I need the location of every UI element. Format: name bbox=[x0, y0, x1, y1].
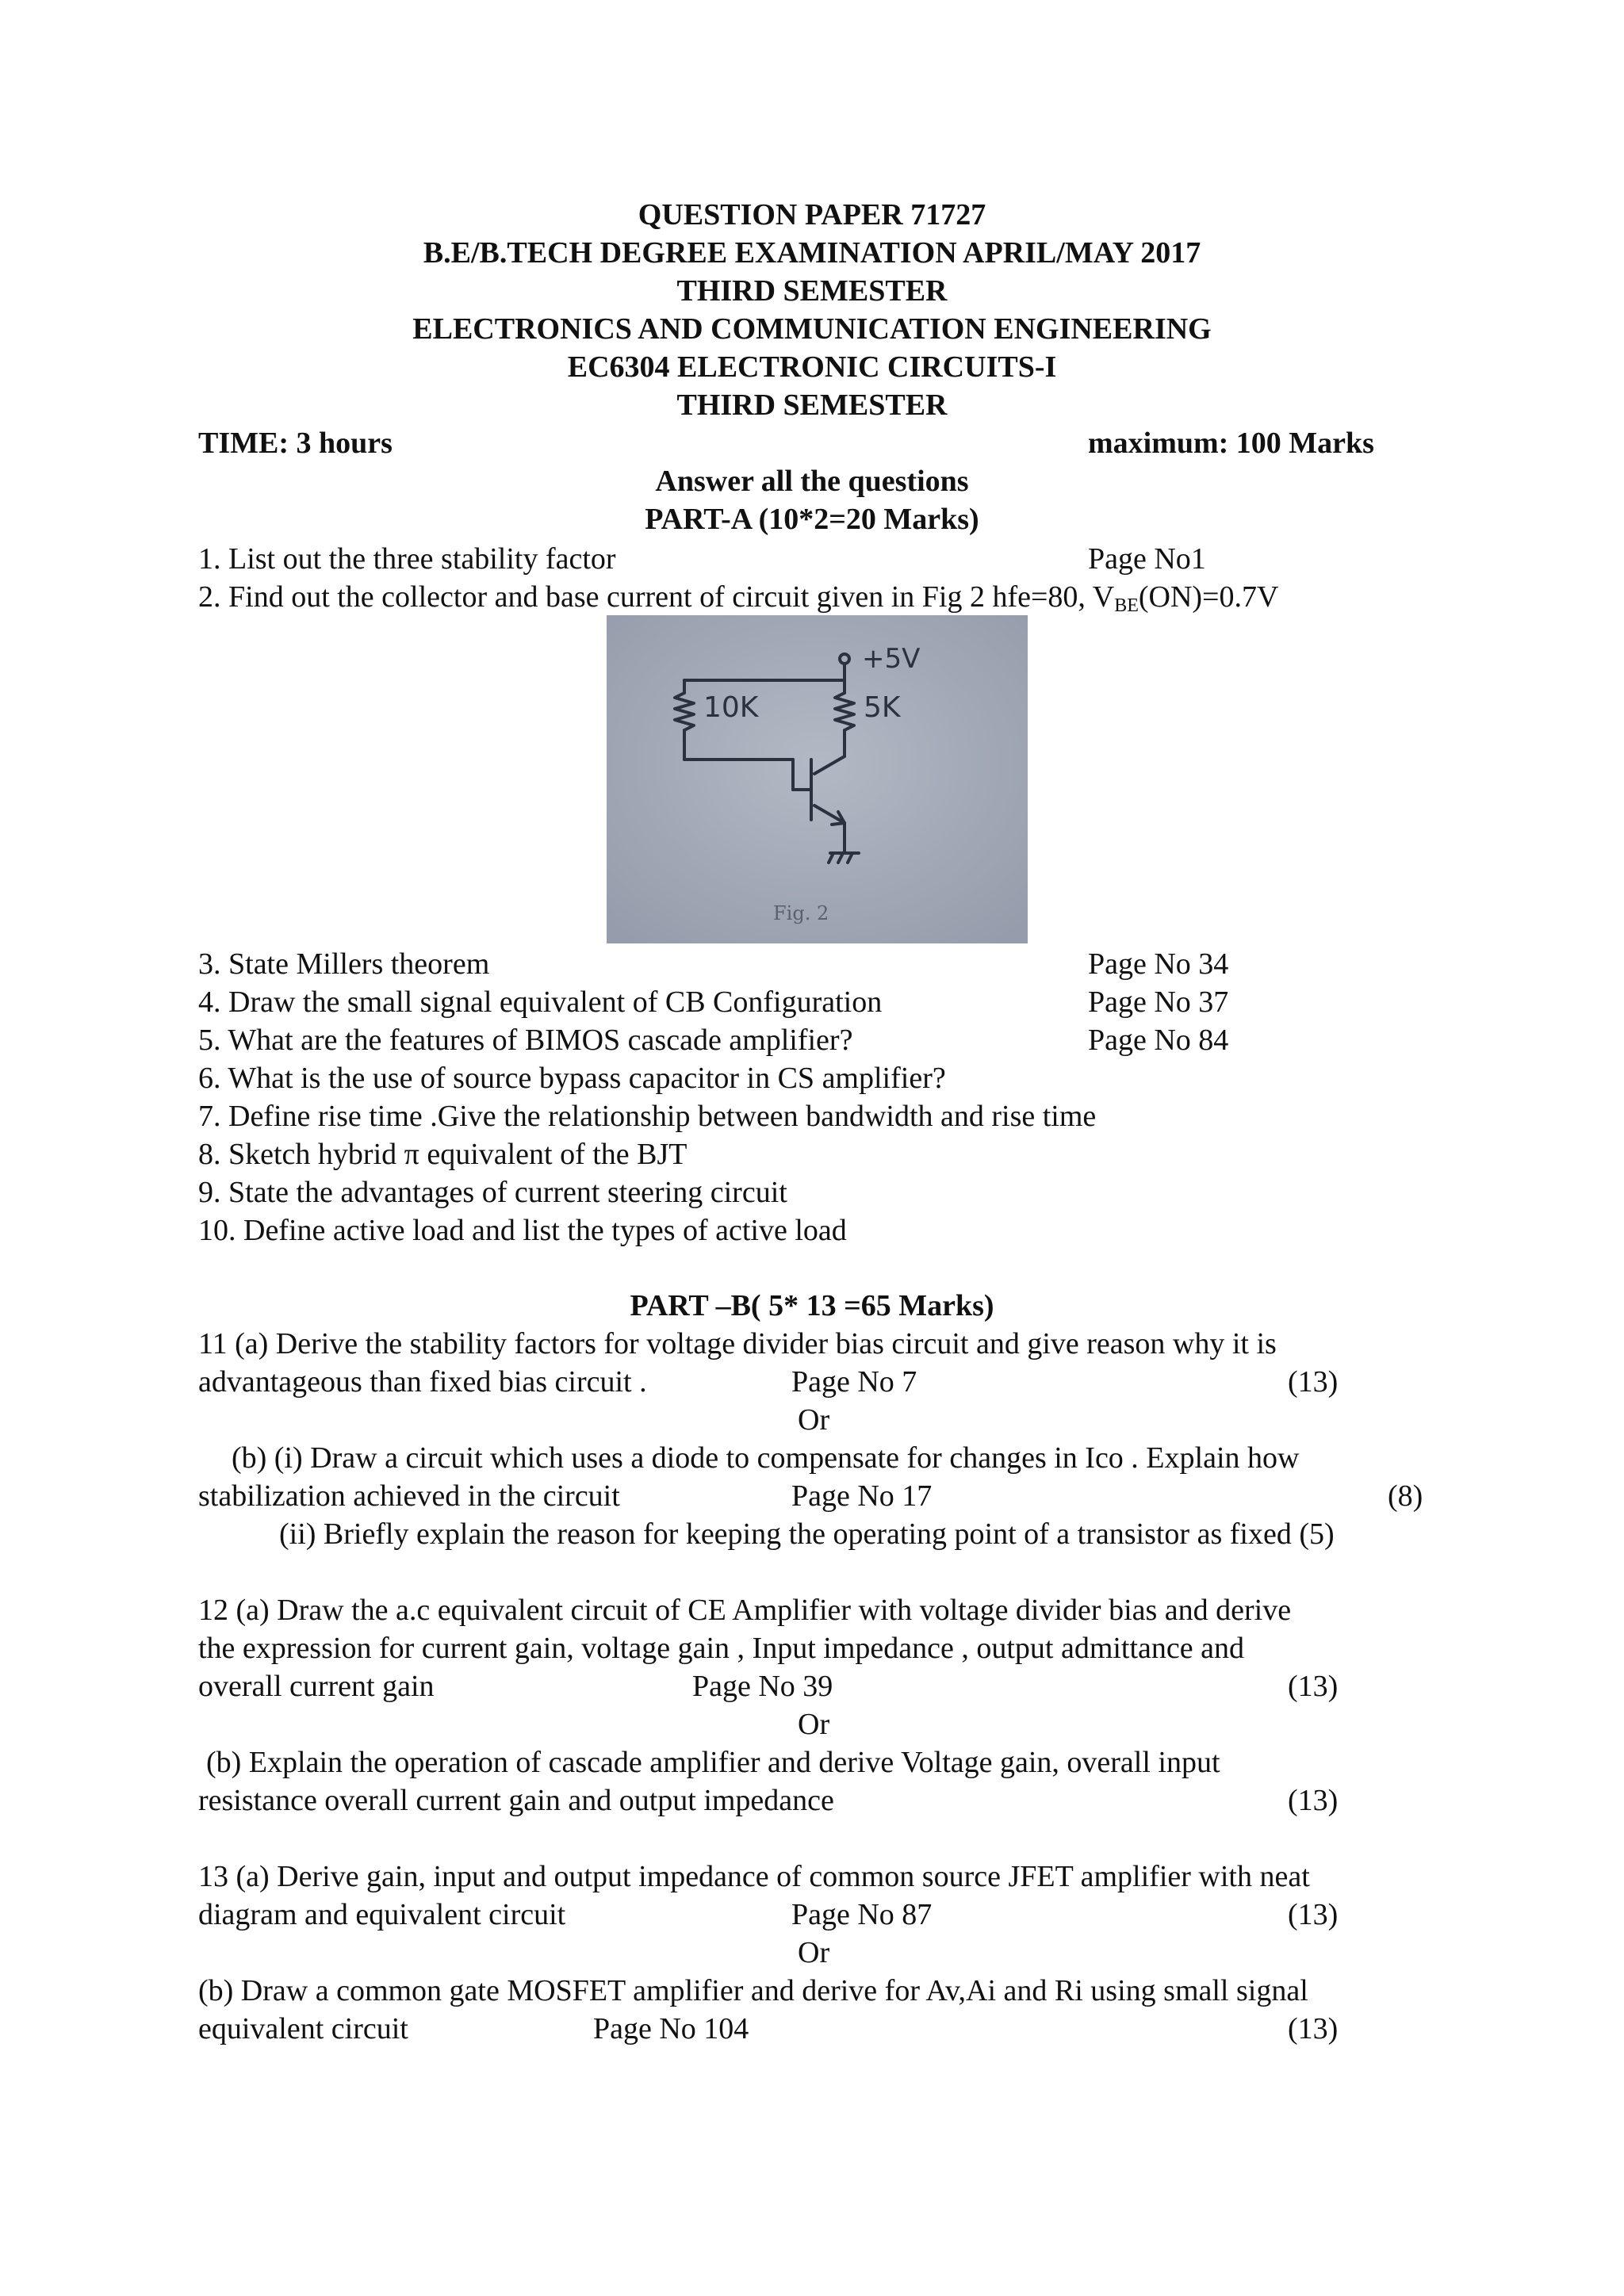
maximum-marks-label: maximum: 100 Marks bbox=[1088, 427, 1374, 460]
question-11b-line2: stabilization achieved in the circuit bbox=[198, 1479, 620, 1513]
or-separator-13: Or bbox=[798, 1936, 830, 1969]
question-12b-line1: (b) Explain the operation of cascade amplifier and derive Voltage gain, overall input bbox=[206, 1746, 1220, 1779]
question-12b-line2: resistance overall current gain and output impedance bbox=[198, 1784, 834, 1817]
question-11a-page: Page No 7 bbox=[791, 1365, 917, 1399]
question-12a-page: Page No 39 bbox=[692, 1670, 833, 1703]
instruction: Answer all the questions bbox=[655, 465, 969, 498]
course-title: EC6304 ELECTRONIC CIRCUITS-I bbox=[567, 350, 1057, 384]
question-5-page: Page No 84 bbox=[1088, 1024, 1229, 1057]
paper-code-title: QUESTION PAPER 71727 bbox=[638, 198, 986, 232]
question-9: 9. State the advantages of current steering circuit bbox=[198, 1176, 787, 1209]
question-13b-marks: (13) bbox=[1288, 2012, 1339, 2045]
question-12a-marks: (13) bbox=[1288, 1670, 1339, 1703]
question-11b-page: Page No 17 bbox=[791, 1479, 933, 1513]
question-11a-marks: (13) bbox=[1288, 1365, 1339, 1399]
question-3-page: Page No 34 bbox=[1088, 947, 1229, 981]
question-12a-line1: 12 (a) Draw the a.c equivalent circuit of CE Amplifier with voltage divider bias and derive bbox=[198, 1594, 1292, 1627]
question-1: 1. List out the three stability factor bbox=[198, 542, 616, 576]
transistor-circuit-diagram bbox=[607, 615, 1028, 943]
question-4: 4. Draw the small signal equivalent of CB Configuration bbox=[198, 985, 883, 1019]
question-13a-line1: 13 (a) Derive gain, input and output impedance of common source JFET amplifier with neat bbox=[198, 1860, 1310, 1893]
or-separator-11: Or bbox=[798, 1403, 830, 1437]
question-11a-line2: advantageous than fixed bias circuit . bbox=[198, 1365, 647, 1399]
question-11b-marks: (8) bbox=[1388, 1479, 1423, 1513]
question-2: 2. Find out the collector and base current of circuit given in Fig 2 hfe=80, $V_{BE}(ON)=0.7V$ bbox=[198, 580, 1279, 616]
question-11b-line1: (b) (i) Draw a circuit which uses a diode to compensate for changes in Ico . Explain how bbox=[232, 1441, 1300, 1475]
question-10: 10. Define active load and list the types of active load bbox=[198, 1214, 847, 1247]
question-13b-line2: equivalent circuit bbox=[198, 2012, 408, 2045]
question-1-page: Page No1 bbox=[1088, 542, 1206, 576]
r1-label: 10K bbox=[703, 691, 759, 724]
semester-title: THIRD SEMESTER bbox=[676, 274, 948, 308]
question-7: 7. Define rise time .Give the relationship between bandwidth and rise time bbox=[198, 1100, 1097, 1133]
r2-label: 5K bbox=[864, 691, 901, 724]
question-13a-marks: (13) bbox=[1288, 1898, 1339, 1931]
question-6: 6. What is the use of source bypass capacitor in CS amplifier? bbox=[198, 1062, 946, 1095]
question-13b-line1: (b) Draw a common gate MOSFET amplifier and derive for Av,Ai and Ri using small signal bbox=[198, 1974, 1308, 2007]
question-11a-line1: 11 (a) Derive the stability factors for voltage divider bias circuit and give reason why it is bbox=[198, 1327, 1277, 1360]
figure-caption: Fig. 2 bbox=[773, 902, 829, 924]
question-8: 8. Sketch hybrid π equivalent of the BJT bbox=[198, 1138, 688, 1171]
question-4-page: Page No 37 bbox=[1088, 985, 1229, 1019]
question-12a-line3: overall current gain bbox=[198, 1670, 435, 1703]
time-label: TIME: 3 hours bbox=[198, 427, 393, 460]
part-a-title: PART-A (10*2=20 Marks) bbox=[645, 503, 979, 536]
department-title: ELECTRONICS AND COMMUNICATION ENGINEERING bbox=[412, 312, 1212, 346]
question-13a-line2: diagram and equivalent circuit bbox=[198, 1898, 566, 1931]
supply-label: +5V bbox=[862, 643, 921, 675]
or-separator-12: Or bbox=[798, 1708, 830, 1741]
question-12b-marks: (13) bbox=[1288, 1784, 1339, 1817]
question-11b-part-ii: (ii) Briefly explain the reason for keeping the operating point of a transistor as fixed (5) bbox=[279, 1517, 1335, 1551]
semester-title-repeat: THIRD SEMESTER bbox=[676, 388, 948, 422]
question-13b-page: Page No 104 bbox=[593, 2012, 749, 2045]
circuit-figure bbox=[607, 615, 1028, 943]
part-b-title: PART –B( 5* 13 =65 Marks) bbox=[630, 1289, 994, 1322]
exam-title: B.E/B.TECH DEGREE EXAMINATION APRIL/MAY 2017 bbox=[423, 236, 1201, 270]
question-13a-page: Page No 87 bbox=[791, 1898, 933, 1931]
question-12a-line2: the expression for current gain, voltage gain , Input impedance , output admittance and bbox=[198, 1632, 1245, 1665]
question-5: 5. What are the features of BIMOS cascade amplifier? bbox=[198, 1024, 853, 1057]
question-3: 3. State Millers theorem bbox=[198, 947, 490, 981]
